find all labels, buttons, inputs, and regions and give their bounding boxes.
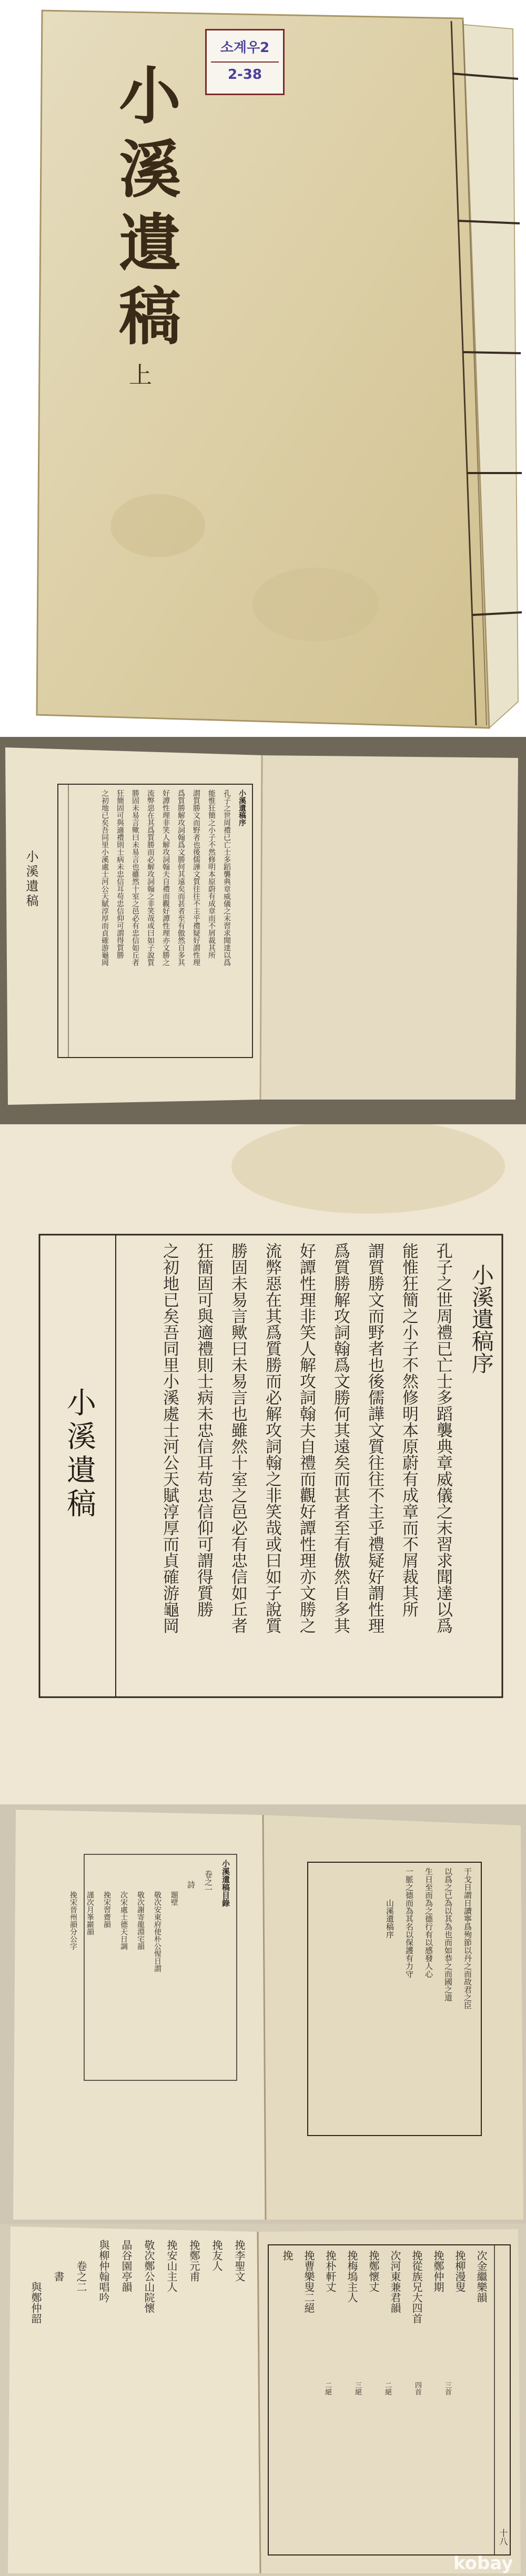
contents-note: 三絕 (353, 2382, 361, 2395)
contents-closeup-photo (0, 2224, 526, 2576)
preface-closeup-line: 狂簡固可與適禮則士病未忠信耳苟忠信仰可謂得質勝 (194, 1243, 213, 1617)
library-label-number: 2-38 (227, 67, 262, 83)
contents-closeup-item: 次河東兼君韻 (389, 2250, 401, 2313)
preface-line: 爲質勝解攻詞翰爲文勝何其遠矣而甚者至有傲然自多其 (177, 789, 185, 966)
preface-closeup-heading: 小溪遺稿序 (469, 1264, 494, 1374)
contents-closeup-notes (295, 2382, 452, 2395)
preface-line: 之初地已矣吾同里小溪處士河公天賦淳厚而貞確游龜岡 (100, 789, 109, 966)
contents-item: 挽宋晉州韻分公字 (69, 1891, 77, 1950)
preface-end-line: 生日至而為之德行有以感發人心 (424, 1867, 433, 1978)
contents-closeup-category: 書 (52, 2271, 65, 2282)
contents-closeup-item: 與柳仲翰唱吟 (97, 2240, 110, 2303)
contents-note: 二絕 (323, 2382, 331, 2395)
contents-closeup-item: 挽朴軒丈 (324, 2250, 337, 2292)
contents-item: 敬次謝寄龍淵宅韻 (136, 1891, 145, 1950)
preface-closeup-line: 流弊惡在其爲質勝而必解攻詞翰之非笑哉或曰如子說質 (262, 1243, 281, 1634)
contents-item: 謹次月峯巖韻 (86, 1891, 94, 1935)
contents-spread-photo (0, 1804, 526, 2224)
contents-item: 挽宋習齋韻 (103, 1891, 111, 1928)
contents-closeup-item: 挽梅塢主人 (346, 2250, 358, 2303)
preface-line: 狂簡固可與適禮則士病未忠信耳苟忠信仰可謂得質勝 (116, 789, 124, 959)
preface-line: 好譚性理非笑人解攻詞翰夫自禮而觀好譚性理亦文勝之 (161, 789, 170, 966)
library-label-code: 소계우2 (220, 40, 270, 56)
preface-end-line: 干戈日謂日讀寧爲殉節以丹之而故君之臣 (463, 1867, 472, 2009)
preface-end-line: 一脈之德而為其名以保護有力守 (404, 1867, 414, 1978)
contents-closeup-item: 晶谷園亭韻 (120, 2240, 133, 2292)
page-number: 十八 (498, 2529, 508, 2546)
contents-item: 敬次安東府使朴公惺日謂 (153, 1891, 161, 1972)
preface-closeup-line: 好譚性理非笑人解攻詞翰夫自禮而觀好譚性理亦文勝之 (297, 1243, 316, 1634)
contents-item: 次宋處士德天日調 (119, 1891, 128, 1950)
preface-spread-side-title: 小溪遺稿 (24, 850, 38, 909)
preface-end-line: 以爲之已為以其為也而如恭之而國之道 (443, 1867, 453, 2002)
preface-end-right-page (316, 1867, 473, 2130)
contents-category: 詩 (186, 1881, 196, 1889)
preface-closeup-text-block (126, 1243, 497, 1689)
preface-closeup-line: 孔子之世周禮已亡士多蹈襲典章威儀之末習求聞達以爲 (433, 1243, 452, 1634)
contents-closeup-item: 次金繼樂韻 (475, 2250, 488, 2303)
preface-end-title: 山溪遺稿序 (385, 1899, 394, 1938)
preface-line: 謂質勝文而野者也後儒譁文質往往不主乎禮疑好謂性理 (192, 789, 200, 966)
contents-closeup-item: 敬次鄭公山院懷 (143, 2240, 155, 2313)
contents-list-left-page (69, 1860, 231, 2075)
contents-closeup-left-page (29, 2240, 247, 2534)
contents-closeup-item: 挽柳漫叟 (453, 2250, 466, 2292)
preface-closeup-line: 之初地已矣吾同里小溪處士河公天賦淳厚而貞確游龜岡 (160, 1243, 179, 1634)
contents-closeup-item: 挽友人 (210, 2240, 223, 2271)
cover-photo (0, 0, 526, 737)
preface-line: 流弊惡在其爲質勝而必解攻詞翰之非笑哉或曰如子說質 (146, 789, 155, 966)
preface-spread-photo (0, 737, 526, 1124)
preface-closeup-photo (0, 1124, 526, 1804)
preface-line: 能惟狂簡之小子不然修明本原蔚有成章而不屑裁其所 (207, 789, 216, 959)
preface-closeup-line: 勝固未易言歟曰未易言也雖然十室之邑必有忠信如丘者 (228, 1243, 247, 1634)
contents-closeup-item: 挽鄭懷丈 (367, 2250, 380, 2292)
preface-closeup-line: 爲質勝解攻詞翰爲文勝何其遠矣而甚者至有傲然自多其 (331, 1243, 350, 1634)
cover-title: 小溪遺稿 (108, 63, 181, 357)
preface-line: 勝固未易言歟曰未易言也雖然十室之邑必有忠信如丘者 (131, 789, 139, 966)
cover-book-svg (0, 0, 526, 737)
preface-line: 孔子之世周禮已亡士多蹈襲典章威儀之末習求聞達以爲 (222, 789, 231, 966)
contents-item: 題壁 (170, 1891, 178, 1906)
contents-closeup-item: 挽李聖文 (233, 2240, 246, 2282)
preface-closeup-side-title: 小溪遺稿 (62, 1387, 96, 1522)
contents-closeup-item: 挽曹樂叟二絕 (302, 2250, 315, 2313)
contents-closeup-item: 挽 (281, 2250, 294, 2261)
contents-closeup-item: 挽鄭元甫 (188, 2240, 200, 2282)
contents-closeup-right-page (274, 2250, 489, 2550)
watermark: kobay (453, 2553, 513, 2574)
preface-closeup-line: 謂質勝文而野者也後儒譁文質往往不主乎禮疑好謂性理 (365, 1243, 384, 1634)
contents-note: 二絕 (383, 2382, 391, 2395)
cover-volume-mark: 上 (125, 363, 151, 386)
contents-note: 三首 (443, 2382, 451, 2395)
contents-note: 四首 (413, 2382, 421, 2395)
library-label-tag (205, 29, 285, 95)
contents-volume: 卷之一 (204, 1870, 213, 1894)
preface-closeup-line: 能惟狂簡之小子不然修明本原蔚有成章而不屑裁其所 (399, 1243, 418, 1617)
contents-closeup-item: 與鄭仲韶 (29, 2282, 42, 2324)
contents-closeup-item: 挽安山主人 (165, 2240, 178, 2292)
preface-line: 小溪遺稿序 (238, 789, 246, 826)
contents-closeup-item: 挽從族兄大四首 (410, 2250, 423, 2324)
contents-closeup-volume: 卷之二 (75, 2261, 87, 2292)
contents-closeup-item: 挽鄭仲期 (432, 2250, 444, 2292)
preface-spread-text-block (74, 789, 247, 1052)
contents-heading: 小溪遺稿目錄 (221, 1860, 230, 1907)
